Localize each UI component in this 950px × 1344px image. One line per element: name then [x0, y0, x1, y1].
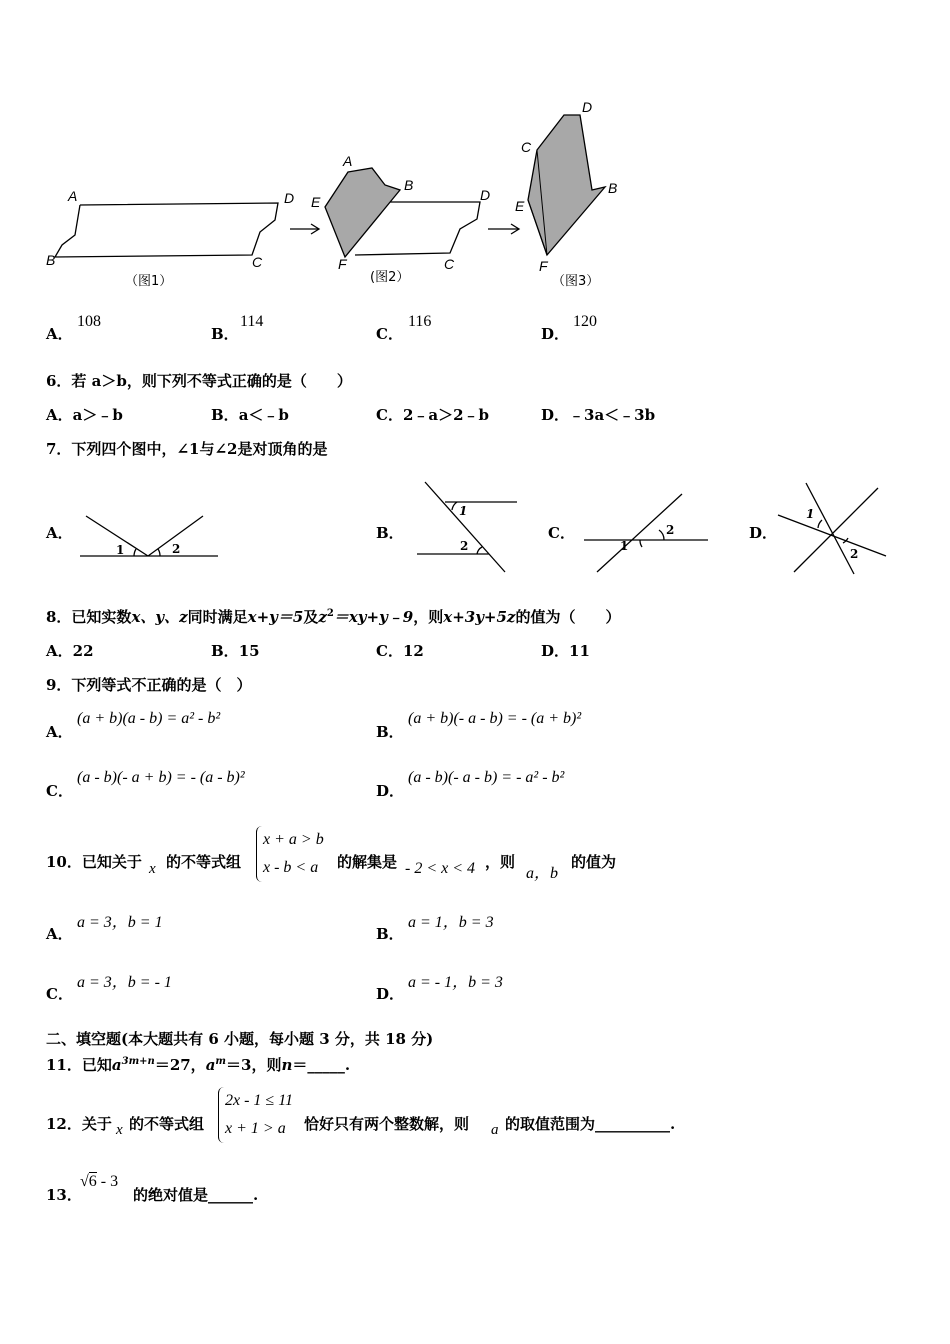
- q9-stem: 9．下列等式不正确的是（ ）: [46, 676, 252, 694]
- q5-option-c[interactable]: C．: [376, 325, 403, 343]
- q8-stem: 8．已知实数x、y、z同时满足x+y＝5及$z^2=xy+y﹣9$，则x+3y+5z的值为（ ）: [46, 608, 621, 626]
- q12-sys-line1: 2x - 1 ≤ 11: [225, 1092, 294, 1109]
- q7c-angle-1: 1: [620, 539, 629, 553]
- fig1-label-A: A: [68, 188, 78, 204]
- q12-mid: 的不等式组: [129, 1115, 205, 1133]
- q6-option-c[interactable]: C．2﹣a＞2﹣b: [376, 406, 490, 424]
- fig3-label-E: E: [515, 198, 525, 214]
- q10-option-d[interactable]: D．: [376, 985, 405, 1003]
- q10-option-d-expr: a = - 1，b = 3: [408, 974, 503, 991]
- q5-option-a[interactable]: A．: [46, 325, 73, 343]
- q5-option-d[interactable]: D．: [541, 325, 570, 343]
- q10-option-a-expr: a = 3，b = 1: [77, 914, 163, 931]
- q10-option-b-expr: a = 1，b = 3: [408, 914, 494, 931]
- arrow-icon: [488, 224, 519, 234]
- figure-2: [311, 153, 490, 285]
- q6-option-d[interactable]: D．﹣3a＜﹣3b: [541, 406, 656, 424]
- q12-prefix: 12．关于: [46, 1115, 112, 1133]
- q7d-angle-2: 2: [850, 547, 859, 561]
- q7-stem: 7．下列四个图中，∠1与∠2是对顶角的是: [46, 440, 328, 458]
- q7-figure-d: [772, 480, 892, 578]
- q7a-angle-2: 2: [172, 542, 181, 556]
- fig3-label-C: C: [521, 139, 532, 155]
- q10-sys-line1: x + a > b: [263, 831, 324, 848]
- q7-figure-b: [415, 480, 525, 576]
- q7a-angle-1: 1: [116, 543, 125, 557]
- fig1-label-B: B: [46, 252, 56, 268]
- q5-option-a-value: 108: [77, 313, 101, 330]
- fig2-label-F: F: [338, 256, 347, 272]
- q7c-angle-2: 2: [666, 523, 675, 537]
- fig2-caption: (图2）: [370, 270, 410, 285]
- q9-option-c[interactable]: C．: [46, 782, 73, 800]
- figure-1: [46, 188, 294, 289]
- q12-end: 的取值范围为__________.: [505, 1115, 676, 1133]
- q5-option-b[interactable]: B．: [211, 325, 239, 343]
- fig3-label-F: F: [539, 258, 548, 274]
- q7-option-b[interactable]: B．: [376, 524, 404, 542]
- q7d-angle-1: 1: [806, 507, 815, 521]
- q9-option-d-expr: (a - b)(- a - b) = - a² - b²: [408, 769, 565, 786]
- q5-option-d-value: 120: [573, 313, 597, 330]
- fig2-label-D: D: [480, 187, 491, 203]
- q10-solution: - 2 < x < 4: [405, 860, 476, 877]
- q5-option-c-value: 116: [408, 313, 432, 330]
- q10-sys-line2: x - b < a: [263, 859, 319, 876]
- q5-figures: [40, 95, 640, 300]
- q10-stem-a: 10．已知关于: [46, 853, 142, 871]
- q8-option-c[interactable]: C．12: [376, 642, 424, 660]
- q8-option-a[interactable]: A．22: [46, 642, 94, 660]
- q13-expr: √6 - 3: [80, 1173, 119, 1190]
- q10-var-x: x: [149, 861, 156, 877]
- q12-sys-line2: x + 1 > a: [225, 1120, 286, 1137]
- fig3-label-B: B: [608, 180, 618, 196]
- fig2-label-A: A: [343, 153, 353, 169]
- figure-3: [515, 99, 617, 289]
- q6-option-a[interactable]: A．a＞﹣b: [46, 406, 123, 424]
- fig1-caption: （图1）: [125, 274, 173, 289]
- q9-option-b-expr: (a + b)(- a - b) = - (a + b)²: [408, 710, 582, 727]
- q6-stem: 6．若 a＞b，则下列不等式正确的是（ ）: [46, 372, 352, 390]
- fig3-label-D: D: [582, 99, 593, 115]
- q10-stem-b: 的不等式组: [166, 853, 242, 871]
- q10-option-c-expr: a = 3，b = - 1: [77, 974, 172, 991]
- fig1-label-C: C: [252, 254, 263, 270]
- q9-option-b[interactable]: B．: [376, 723, 404, 741]
- q10-option-b[interactable]: B．: [376, 925, 404, 943]
- q10-stem-d: ，则: [485, 853, 516, 871]
- fig1-label-D: D: [284, 190, 295, 206]
- fig2-label-E: E: [311, 194, 321, 210]
- q10-vars-ab: a，b: [526, 865, 559, 882]
- q13-prefix: 13．: [46, 1186, 82, 1204]
- q9-option-c-expr: (a - b)(- a + b) = - (a - b)²: [77, 769, 245, 786]
- q7-figure-a: [78, 510, 223, 562]
- q9-option-d[interactable]: D．: [376, 782, 405, 800]
- section-2-title: 二、填空题(本大题共有 6 小题，每小题 3 分，共 18 分): [46, 1030, 434, 1048]
- q10-option-c[interactable]: C．: [46, 985, 73, 1003]
- q13-end: 的绝对值是______.: [133, 1186, 259, 1204]
- fig3-caption: （图3）: [552, 274, 600, 289]
- q8-option-b[interactable]: B．15: [211, 642, 260, 660]
- q9-option-a-expr: (a + b)(a - b) = a² - b²: [77, 710, 221, 727]
- q11-stem: 11．已知$a^{3m+n}=27$，$a^m=3$，则n＝_____.: [46, 1056, 351, 1074]
- q8-option-d[interactable]: D．11: [541, 642, 590, 660]
- q10-option-a[interactable]: A．: [46, 925, 73, 943]
- q7-figure-c: [582, 490, 712, 576]
- q7-option-c[interactable]: C．: [548, 524, 575, 542]
- arrow-icon: [290, 224, 319, 234]
- fig2-label-C: C: [444, 256, 455, 272]
- q10-stem-c: 的解集是: [337, 853, 398, 871]
- q7-option-a[interactable]: A．: [46, 524, 73, 542]
- q9-option-a[interactable]: A．: [46, 723, 73, 741]
- q7b-angle-1: 1: [459, 504, 468, 518]
- q12-var-x: x: [116, 1122, 123, 1138]
- q12-mid2: 恰好只有两个整数解，则: [304, 1115, 470, 1133]
- q7-option-d[interactable]: D．: [749, 524, 778, 542]
- q10-system: [256, 826, 324, 882]
- q12-system: [218, 1087, 293, 1143]
- q5-option-b-value: 114: [240, 313, 264, 330]
- fig2-label-B: B: [404, 177, 414, 193]
- sqrt-icon: √: [80, 1173, 89, 1190]
- q12-var-a: a: [491, 1122, 499, 1138]
- q10-stem-e: 的值为: [571, 853, 617, 871]
- q7b-angle-2: 2: [460, 539, 469, 553]
- q6-option-b[interactable]: B．a＜﹣b: [211, 406, 289, 424]
